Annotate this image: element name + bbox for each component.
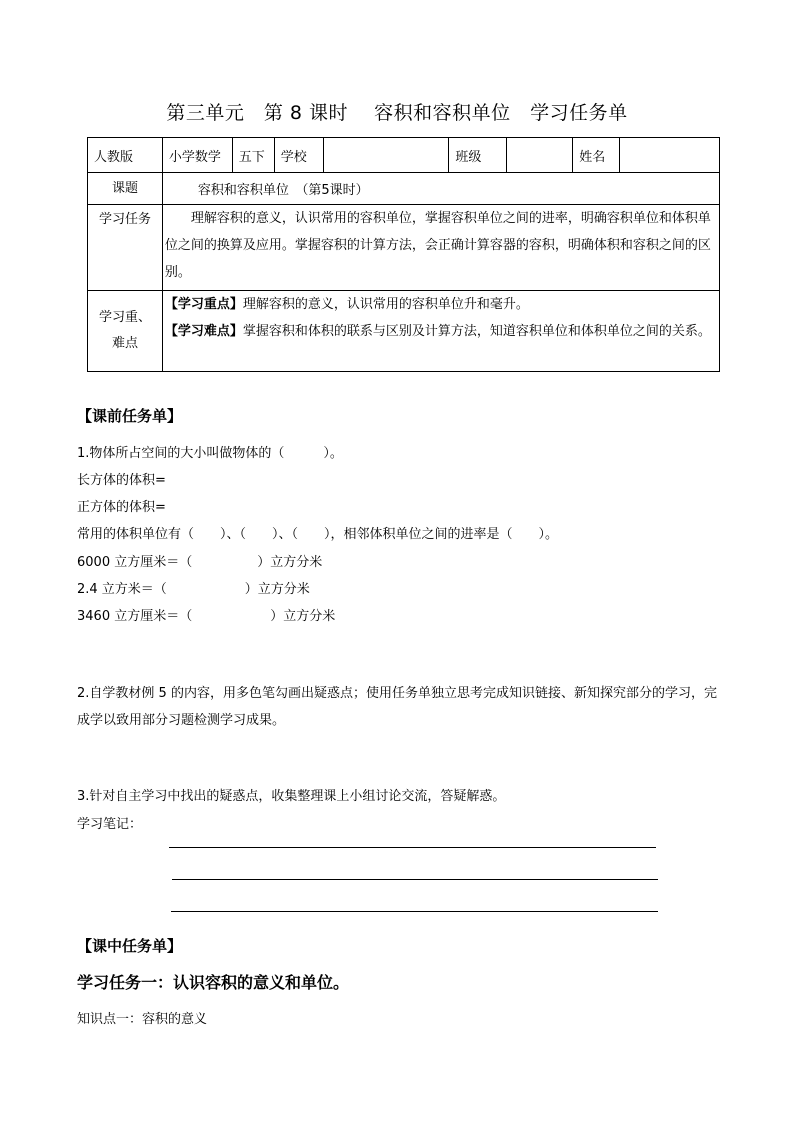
grade-cell: 五下 <box>238 149 265 165</box>
key-point-text: 理解容积的意义，认识常用的容积单位升和毫升。 <box>242 297 529 312</box>
school-field[interactable] <box>323 138 449 173</box>
page-title: 第三单元 第 8 课时 容积和容积单位 学习任务单 <box>166 102 628 124</box>
key-label-2: 难点 <box>111 336 138 351</box>
info-table <box>87 137 720 372</box>
task-text: 理解容积的意义，认识常用的容积单位，掌握容积单位之间的进率，明确容积单位和体积单位之间的换算及应用。掌握容积的计算方法，会正确计算容器的容积，明确体积和容积之间的区别。 <box>164 211 711 280</box>
topic-label: 课题 <box>111 180 138 196</box>
difficult-tag: 【学习难点】 <box>164 324 243 339</box>
class-field[interactable] <box>507 138 573 173</box>
note-line[interactable] <box>171 911 658 912</box>
conversion-1: 6000 立方厘米＝（ ）立方分米 <box>77 555 323 570</box>
school-label: 学校 <box>280 149 307 165</box>
question-3: 3.针对自主学习中找出的疑惑点，收集整理课上小组讨论交流，答疑解惑。 <box>77 789 506 804</box>
task-1-title: 学习任务一：认识容积的意义和单位。 <box>77 973 350 992</box>
topic-value: 容积和容积单位 （第5课时） <box>197 183 369 198</box>
name-field[interactable] <box>620 138 720 173</box>
notes-label: 学习笔记： <box>77 817 143 832</box>
publisher-cell: 人教版 <box>94 149 134 165</box>
name-label: 姓名 <box>579 149 606 165</box>
conversion-2: 2.4 立方米＝（ ）立方分米 <box>77 582 310 597</box>
class-label: 班级 <box>455 149 482 165</box>
key-label-1: 学习重、 <box>98 310 151 325</box>
difficult-text: 掌握容积和体积的联系与区别及计算方法，知道容积单位和体积单位之间的关系。 <box>242 324 711 339</box>
conversion-3: 3460 立方厘米＝（ ）立方分米 <box>77 609 336 624</box>
task-label: 学习任务 <box>98 212 151 227</box>
question-2: 2.自学教材例 5 的内容，用多色笔勾画出疑惑点；使用任务单独立思考完成知识链接、新知探究部分的学习，完成学以致用部分习题检测学习成果。 <box>77 686 717 728</box>
subject-cell: 小学数学 <box>168 149 221 165</box>
pre-class-heading: 【课前任务单】 <box>77 407 183 425</box>
question-1: 1.物体所占空间的大小叫做物体的（ ）。 <box>77 446 343 461</box>
cube-volume-line: 正方体的体积= <box>77 500 166 515</box>
cuboid-volume-line: 长方体的体积= <box>77 473 166 488</box>
volume-units-line: 常用的体积单位有（ ）、（ ）、（ ），相邻体积单位之间的进率是（ ）。 <box>77 527 559 542</box>
in-class-heading: 【课中任务单】 <box>77 937 183 955</box>
key-point-tag: 【学习重点】 <box>164 297 243 312</box>
note-line[interactable] <box>169 847 656 848</box>
knowledge-point-1: 知识点一：容积的意义 <box>77 1012 208 1027</box>
note-line[interactable] <box>172 879 658 880</box>
